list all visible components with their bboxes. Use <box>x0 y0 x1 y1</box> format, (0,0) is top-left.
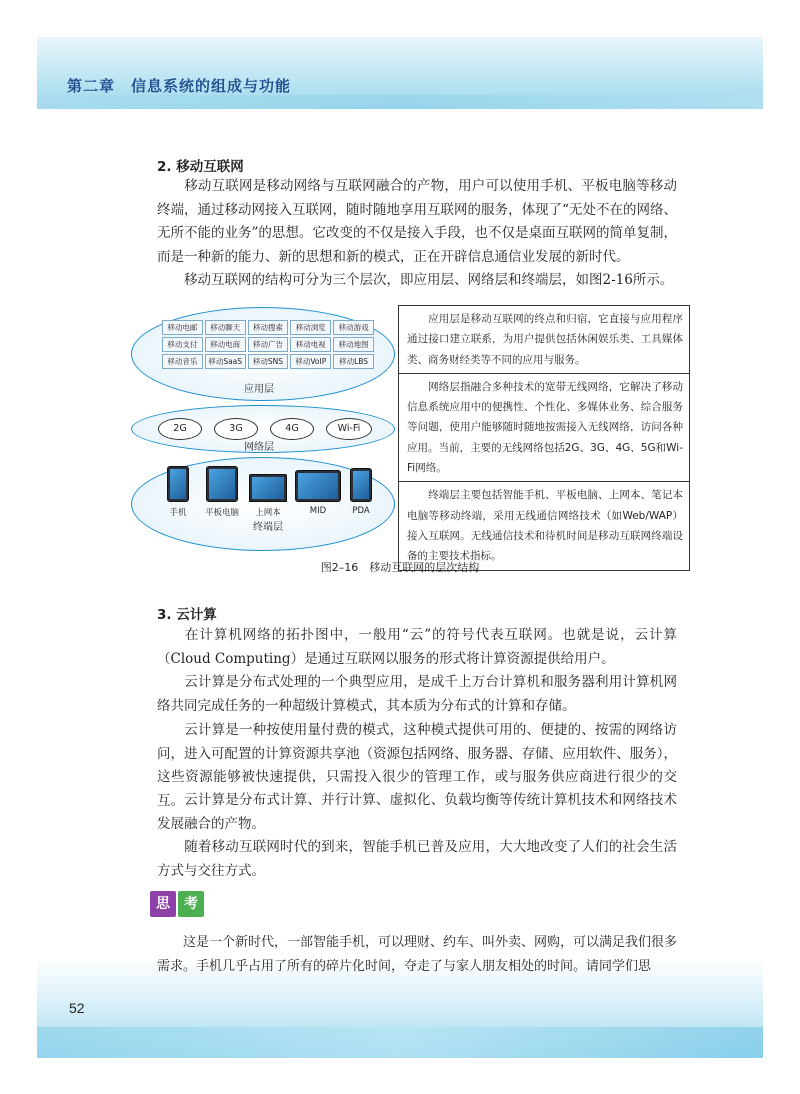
app-item: 移动聊天 <box>205 320 246 335</box>
laptop-icon <box>249 474 287 502</box>
paragraph <box>157 624 677 671</box>
think-paragraph <box>157 931 677 978</box>
app-grid <box>162 320 374 369</box>
phone-icon <box>167 466 189 502</box>
footer-stripe <box>37 1027 763 1058</box>
terminal-layer-label: 终端层 <box>253 522 283 533</box>
device-label: 平板电脑 <box>204 508 239 518</box>
layer-diagram <box>127 305 397 553</box>
network-wifi: Wi-Fi <box>326 418 372 440</box>
think-badge-char: 考 <box>178 891 204 917</box>
device-label: 上网本 <box>255 508 281 518</box>
paragraph <box>157 836 677 883</box>
app-item: 移动浏览 <box>290 320 331 335</box>
network-layer-description <box>399 373 690 481</box>
paragraph <box>157 269 677 293</box>
section-heading-mobile-internet: 2. 移动互联网 <box>157 159 244 175</box>
app-item: 移动支付 <box>162 337 203 352</box>
network-2g: 2G <box>158 418 202 440</box>
think-badge <box>150 891 206 917</box>
app-item: 移动电视 <box>290 337 331 352</box>
app-item: 移动LBS <box>333 354 374 369</box>
paragraph-text: 云计算是分布式计算、并行计算、虚拟化、负载均衡等传统计算机技术和网络技术发展融合的产物。 <box>157 792 677 832</box>
paragraph-text: 在计算机网络的拓扑图中，一般用“云”的符号代表互联网。也就是说，云计算（Cloud Computing）是通过互联网以服务的形式将计算资源提供给用户。 <box>157 627 677 667</box>
description-text: 应用层是移动互联网的终点和归宿，它直接与应用程序通过接口建立联系，为用户提供包括休闲娱乐类、工具媒体类、商务财经类等不同的应用与服务。 <box>407 313 683 366</box>
device-tablet <box>198 466 246 518</box>
think-text: 这是一个新时代，一部智能手机，可以理财、约车、叫外卖、网购，可以满足我们很多需求。手机几乎占用了所有的碎片化时间，夺走了与家人朋友相处的时间。请同学们思 <box>157 935 678 974</box>
device-pda <box>344 466 378 516</box>
paragraph-text: 移动互联网是移动网络与互联网融合的产物，用户可以使用手机、平板电脑等移动终端，通过移动网接入互联网，随时随地享用互联网的服务，体现了“无处不在的网络、无所不能的业务”的思想。它改变的不仅是接入手段，也不仅是桌面互联网的简单复制，而是一种新的能力、新的思想和新的模式，正在开辟信息通信业发展的新时代。 <box>157 178 677 265</box>
mid-icon <box>295 470 341 502</box>
network-layer-ellipse <box>131 405 395 453</box>
app-item: 移动电邮 <box>162 320 203 335</box>
network-3g: 3G <box>214 418 258 440</box>
page-number: 52 <box>69 1000 85 1016</box>
paragraph-text: 随着移动互联网时代的到来，智能手机已普及应用，大大地改变了人们的社会生活方式与交往方式。 <box>157 839 677 879</box>
app-item: 移动SaaS <box>205 354 246 369</box>
terminal-layer-ellipse <box>131 457 395 551</box>
description-text: 网络层指融合多种技术的宽带无线网络，它解决了移动信息系统应用中的便携性、个性化、多媒体业务、综合服务等问题，使用户能够随时随地按需接入无线网络，访问各种应用。当前，主要的无线网络包括2G、3G、4G、5G和Wi-Fi网络。 <box>407 380 683 475</box>
figure-caption: 图2–16 移动互联网的层次结构 <box>320 561 480 574</box>
application-layer-ellipse <box>131 307 395 401</box>
tablet-icon <box>206 466 238 502</box>
header-stripe <box>37 95 763 109</box>
chapter-title: 第二章 信息系统的组成与功能 <box>67 77 292 95</box>
page-header <box>37 37 763 109</box>
device-label: MID <box>309 506 327 516</box>
layer-description-table <box>398 305 690 571</box>
textbook-page <box>37 37 763 1058</box>
terminal-layer-description <box>399 482 690 570</box>
paragraph-text: 移动互联网的结构可分为三个层次，即应用层、网络层和终端层，如图2-16所示。 <box>184 272 674 288</box>
paragraph <box>157 789 677 836</box>
app-item: 移动VoIP <box>290 354 331 369</box>
app-item: 移动地图 <box>333 337 374 352</box>
app-item: 移动搜索 <box>248 320 289 335</box>
section-heading-cloud-computing: 3. 云计算 <box>157 607 217 623</box>
network-4g: 4G <box>270 418 314 440</box>
device-label: PDA <box>352 506 370 516</box>
device-netbook <box>244 466 292 533</box>
paragraph <box>157 671 677 718</box>
app-item: 移动SNS <box>248 354 289 369</box>
device-phone <box>160 466 196 518</box>
application-layer-description <box>399 306 690 374</box>
application-layer-label: 应用层 <box>244 384 274 395</box>
paragraph <box>157 175 677 269</box>
think-badge-char: 思 <box>150 891 176 917</box>
app-item: 移动电商 <box>205 337 246 352</box>
app-item: 移动广告 <box>248 337 289 352</box>
app-item: 移动音乐 <box>162 354 203 369</box>
network-layer-label: 网络层 <box>244 442 274 453</box>
paragraph-text: 云计算是一种按使用量付费的模式，这种模式提供可用的、便捷的、按需的网络访问，进入可配置的计算资源共享池（资源包括网络、服务器、存储、应用软件、服务），这些资源能够被快速提供，只需投入很少的管理工作，或与服务供应商进行很少的交互。 <box>157 722 677 809</box>
app-item: 移动游戏 <box>333 320 374 335</box>
device-label: 手机 <box>169 508 187 518</box>
device-mid <box>292 466 344 516</box>
paragraph-text: 云计算是分布式处理的一个典型应用，是成千上万台计算机和服务器利用计算机网络共同完成任务的一种超级计算模式，其本质为分布式的计算和存储。 <box>157 674 677 714</box>
pda-icon <box>350 468 372 502</box>
description-text: 终端层主要包括智能手机、平板电脑、上网本、笔记本电脑等移动终端，采用无线通信网络技术（如Web/WAP）接入互联网。无线通信技术和待机时间是移动互联网终端设备的主要技术指标。 <box>407 489 683 563</box>
